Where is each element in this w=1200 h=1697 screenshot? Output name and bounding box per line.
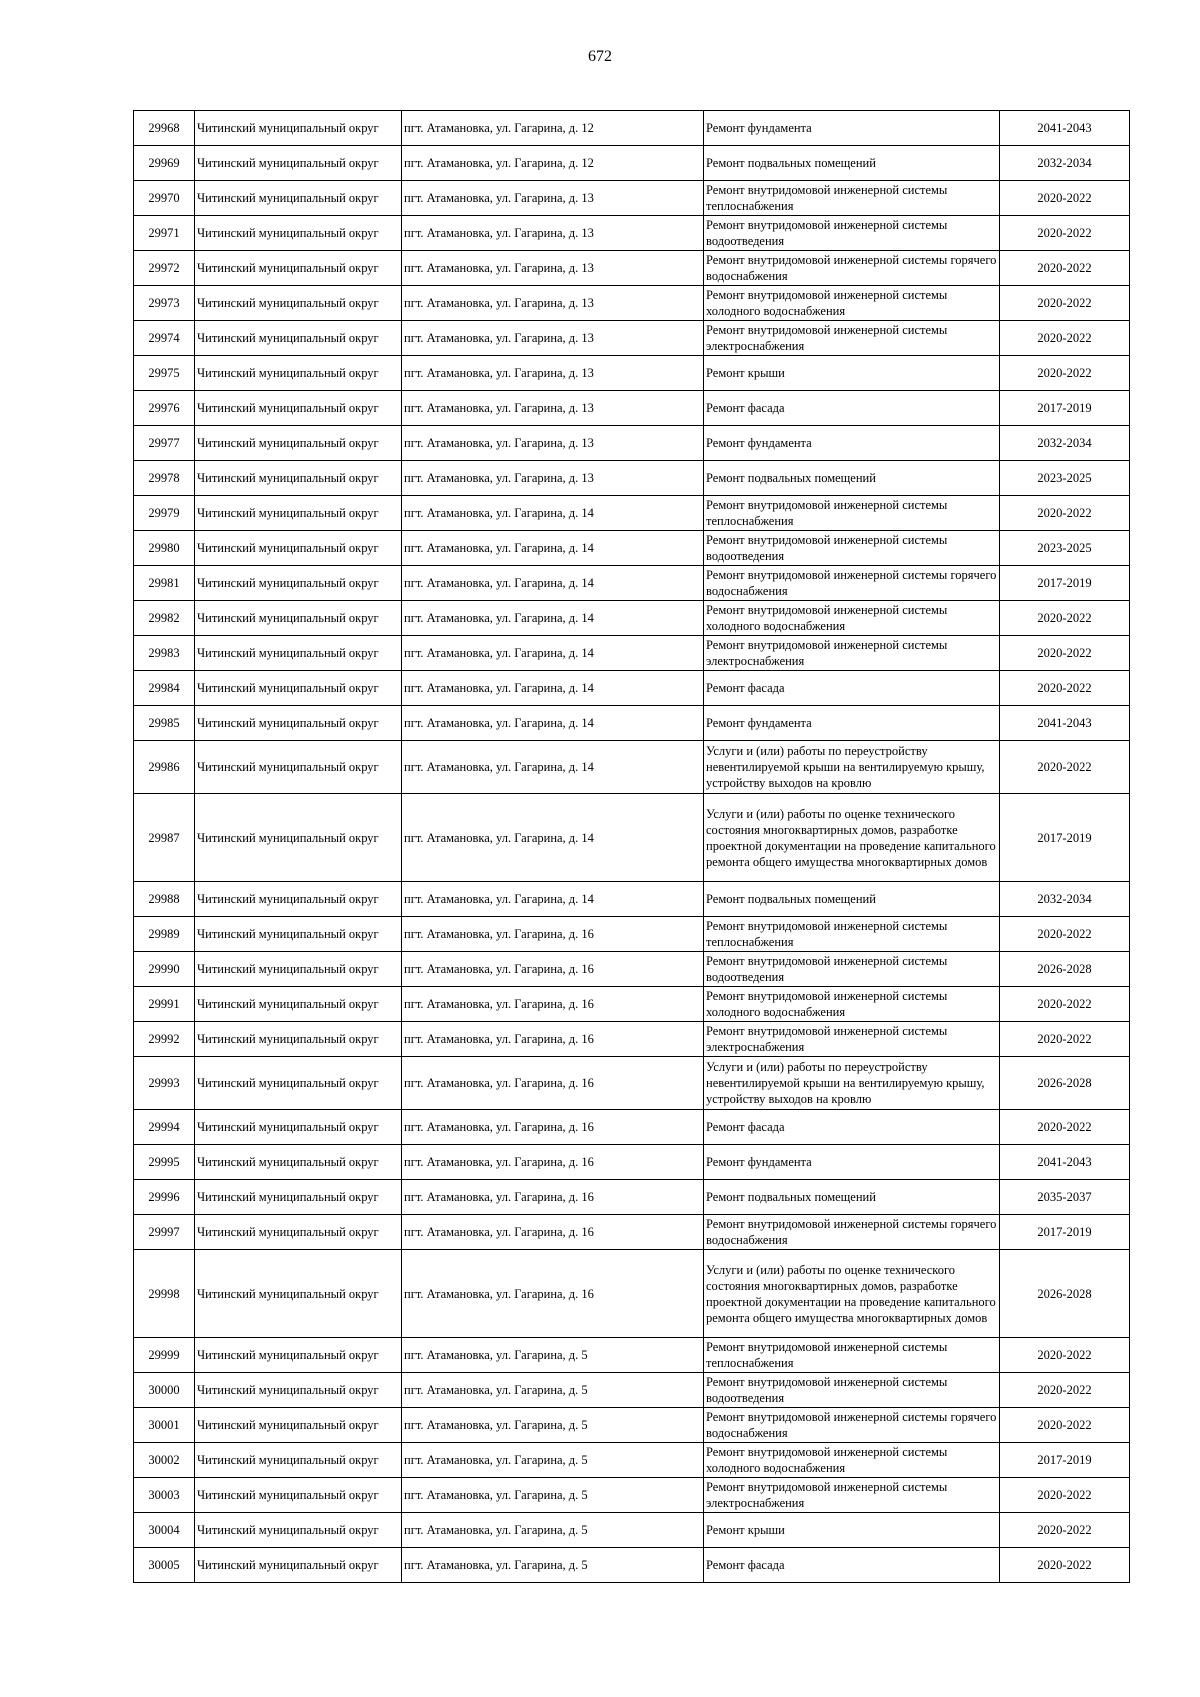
row-number-cell: 29969 — [134, 146, 195, 181]
period-cell: 2017-2019 — [1000, 794, 1130, 882]
table-row — [134, 1373, 1130, 1408]
table-row — [134, 1022, 1130, 1057]
district-cell: Читинский муниципальный округ — [195, 671, 402, 706]
table-row — [134, 426, 1130, 461]
district-cell: Читинский муниципальный округ — [195, 566, 402, 601]
row-number-cell: 29981 — [134, 566, 195, 601]
row-number-cell: 29989 — [134, 917, 195, 952]
district-cell: Читинский муниципальный округ — [195, 356, 402, 391]
period-cell: 2020-2022 — [1000, 741, 1130, 794]
row-number-cell: 29979 — [134, 496, 195, 531]
row-number-cell: 29968 — [134, 111, 195, 146]
period-cell: 2020-2022 — [1000, 1478, 1130, 1513]
work-type-cell: Ремонт фасада — [704, 1548, 1000, 1583]
work-type-cell: Ремонт фасада — [704, 1110, 1000, 1145]
period-cell: 2041-2043 — [1000, 111, 1130, 146]
address-cell: пгт. Атамановка, ул. Гагарина, д. 13 — [402, 426, 704, 461]
row-number-cell: 29974 — [134, 321, 195, 356]
row-number-cell: 29983 — [134, 636, 195, 671]
period-cell: 2020-2022 — [1000, 1373, 1130, 1408]
address-cell: пгт. Атамановка, ул. Гагарина, д. 13 — [402, 181, 704, 216]
address-cell: пгт. Атамановка, ул. Гагарина, д. 16 — [402, 1180, 704, 1215]
row-number-cell: 29973 — [134, 286, 195, 321]
table-row — [134, 601, 1130, 636]
address-cell: пгт. Атамановка, ул. Гагарина, д. 14 — [402, 794, 704, 882]
address-cell: пгт. Атамановка, ул. Гагарина, д. 5 — [402, 1338, 704, 1373]
period-cell: 2032-2034 — [1000, 882, 1130, 917]
district-cell: Читинский муниципальный округ — [195, 1478, 402, 1513]
period-cell: 2017-2019 — [1000, 391, 1130, 426]
work-type-cell: Ремонт внутридомовой инженерной системы горячего водоснабжения — [704, 566, 1000, 601]
table-row — [134, 1513, 1130, 1548]
district-cell: Читинский муниципальный округ — [195, 146, 402, 181]
address-cell: пгт. Атамановка, ул. Гагарина, д. 16 — [402, 917, 704, 952]
period-cell: 2020-2022 — [1000, 1513, 1130, 1548]
row-number-cell: 29980 — [134, 531, 195, 566]
table-row — [134, 1338, 1130, 1373]
period-cell: 2020-2022 — [1000, 671, 1130, 706]
work-type-cell: Ремонт внутридомовой инженерной системы горячего водоснабжения — [704, 1408, 1000, 1443]
work-type-cell: Ремонт крыши — [704, 356, 1000, 391]
work-type-cell: Ремонт фундамента — [704, 706, 1000, 741]
period-cell: 2032-2034 — [1000, 426, 1130, 461]
work-type-cell: Ремонт внутридомовой инженерной системы теплоснабжения — [704, 1338, 1000, 1373]
address-cell: пгт. Атамановка, ул. Гагарина, д. 14 — [402, 531, 704, 566]
period-cell: 2020-2022 — [1000, 286, 1130, 321]
work-type-cell: Ремонт фасада — [704, 671, 1000, 706]
district-cell: Читинский муниципальный округ — [195, 1250, 402, 1338]
row-number-cell: 29999 — [134, 1338, 195, 1373]
table-row — [134, 706, 1130, 741]
address-cell: пгт. Атамановка, ул. Гагарина, д. 16 — [402, 1022, 704, 1057]
work-type-cell: Ремонт фасада — [704, 391, 1000, 426]
address-cell: пгт. Атамановка, ул. Гагарина, д. 13 — [402, 251, 704, 286]
district-cell: Читинский муниципальный округ — [195, 1443, 402, 1478]
row-number-cell: 29987 — [134, 794, 195, 882]
row-number-cell: 30004 — [134, 1513, 195, 1548]
row-number-cell: 29975 — [134, 356, 195, 391]
period-cell: 2020-2022 — [1000, 917, 1130, 952]
table-row — [134, 1145, 1130, 1180]
period-cell: 2020-2022 — [1000, 1548, 1130, 1583]
table-row — [134, 987, 1130, 1022]
table-row — [134, 216, 1130, 251]
address-cell: пгт. Атамановка, ул. Гагарина, д. 12 — [402, 146, 704, 181]
address-cell: пгт. Атамановка, ул. Гагарина, д. 5 — [402, 1513, 704, 1548]
row-number-cell: 30000 — [134, 1373, 195, 1408]
row-number-cell: 30003 — [134, 1478, 195, 1513]
address-cell: пгт. Атамановка, ул. Гагарина, д. 5 — [402, 1478, 704, 1513]
row-number-cell: 29976 — [134, 391, 195, 426]
work-type-cell: Услуги и (или) работы по переустройству невентилируемой крыши на вентилируемую крышу, устройству выходов на кровлю — [704, 1057, 1000, 1110]
row-number-cell: 29990 — [134, 952, 195, 987]
work-type-cell: Ремонт внутридомовой инженерной системы электроснабжения — [704, 321, 1000, 356]
district-cell: Читинский муниципальный округ — [195, 181, 402, 216]
table-row — [134, 286, 1130, 321]
address-cell: пгт. Атамановка, ул. Гагарина, д. 14 — [402, 496, 704, 531]
work-type-cell: Ремонт внутридомовой инженерной системы электроснабжения — [704, 1022, 1000, 1057]
period-cell: 2017-2019 — [1000, 566, 1130, 601]
work-type-cell: Услуги и (или) работы по оценке технического состояния многоквартирных домов, разработке проектной документации на проведение капитального ремонта общего имущества многоквартирных домов — [704, 794, 1000, 882]
table-row — [134, 741, 1130, 794]
period-cell: 2020-2022 — [1000, 601, 1130, 636]
work-type-cell: Ремонт фундамента — [704, 1145, 1000, 1180]
row-number-cell: 29970 — [134, 181, 195, 216]
table-row — [134, 461, 1130, 496]
work-type-cell: Ремонт подвальных помещений — [704, 882, 1000, 917]
table-row — [134, 1250, 1130, 1338]
period-cell: 2020-2022 — [1000, 216, 1130, 251]
row-number-cell: 29997 — [134, 1215, 195, 1250]
district-cell: Читинский муниципальный округ — [195, 531, 402, 566]
period-cell: 2023-2025 — [1000, 461, 1130, 496]
row-number-cell: 29998 — [134, 1250, 195, 1338]
table-row — [134, 391, 1130, 426]
row-number-cell: 29982 — [134, 601, 195, 636]
period-cell: 2020-2022 — [1000, 987, 1130, 1022]
table-row — [134, 671, 1130, 706]
row-number-cell: 29978 — [134, 461, 195, 496]
table-row — [134, 146, 1130, 181]
period-cell: 2023-2025 — [1000, 531, 1130, 566]
work-type-cell: Ремонт внутридомовой инженерной системы холодного водоснабжения — [704, 1443, 1000, 1478]
address-cell: пгт. Атамановка, ул. Гагарина, д. 16 — [402, 1057, 704, 1110]
table-row — [134, 496, 1130, 531]
period-cell: 2041-2043 — [1000, 1145, 1130, 1180]
address-cell: пгт. Атамановка, ул. Гагарина, д. 5 — [402, 1548, 704, 1583]
row-number-cell: 29972 — [134, 251, 195, 286]
period-cell: 2041-2043 — [1000, 706, 1130, 741]
row-number-cell: 29995 — [134, 1145, 195, 1180]
work-type-cell: Ремонт внутридомовой инженерной системы холодного водоснабжения — [704, 601, 1000, 636]
period-cell: 2026-2028 — [1000, 1057, 1130, 1110]
work-type-cell: Услуги и (или) работы по оценке технического состояния многоквартирных домов, разработке проектной документации на проведение капитального ремонта общего имущества многоквартирных домов — [704, 1250, 1000, 1338]
district-cell: Читинский муниципальный округ — [195, 1110, 402, 1145]
district-cell: Читинский муниципальный округ — [195, 1373, 402, 1408]
work-type-cell: Ремонт внутридомовой инженерной системы электроснабжения — [704, 1478, 1000, 1513]
work-type-cell: Ремонт подвальных помещений — [704, 146, 1000, 181]
table-row — [134, 636, 1130, 671]
district-cell: Читинский муниципальный округ — [195, 1022, 402, 1057]
address-cell: пгт. Атамановка, ул. Гагарина, д. 14 — [402, 706, 704, 741]
district-cell: Читинский муниципальный округ — [195, 1338, 402, 1373]
district-cell: Читинский муниципальный округ — [195, 1513, 402, 1548]
table-row — [134, 1478, 1130, 1513]
work-type-cell: Ремонт внутридомовой инженерной системы электроснабжения — [704, 636, 1000, 671]
work-type-cell: Ремонт внутридомовой инженерной системы водоотведения — [704, 531, 1000, 566]
address-cell: пгт. Атамановка, ул. Гагарина, д. 13 — [402, 391, 704, 426]
address-cell: пгт. Атамановка, ул. Гагарина, д. 13 — [402, 286, 704, 321]
work-type-cell: Ремонт внутридомовой инженерной системы горячего водоснабжения — [704, 1215, 1000, 1250]
work-type-cell: Ремонт внутридомовой инженерной системы теплоснабжения — [704, 496, 1000, 531]
period-cell: 2020-2022 — [1000, 636, 1130, 671]
row-number-cell: 30002 — [134, 1443, 195, 1478]
district-cell: Читинский муниципальный округ — [195, 882, 402, 917]
work-type-cell: Ремонт внутридомовой инженерной системы холодного водоснабжения — [704, 286, 1000, 321]
address-cell: пгт. Атамановка, ул. Гагарина, д. 14 — [402, 566, 704, 601]
address-cell: пгт. Атамановка, ул. Гагарина, д. 12 — [402, 111, 704, 146]
row-number-cell: 29993 — [134, 1057, 195, 1110]
district-cell: Читинский муниципальный округ — [195, 794, 402, 882]
row-number-cell: 29988 — [134, 882, 195, 917]
district-cell: Читинский муниципальный округ — [195, 1548, 402, 1583]
district-cell: Читинский муниципальный округ — [195, 636, 402, 671]
district-cell: Читинский муниципальный округ — [195, 461, 402, 496]
period-cell: 2017-2019 — [1000, 1443, 1130, 1478]
district-cell: Читинский муниципальный округ — [195, 111, 402, 146]
work-type-cell: Ремонт внутридомовой инженерной системы водоотведения — [704, 216, 1000, 251]
work-type-cell: Ремонт внутридомовой инженерной системы теплоснабжения — [704, 181, 1000, 216]
period-cell: 2020-2022 — [1000, 321, 1130, 356]
address-cell: пгт. Атамановка, ул. Гагарина, д. 13 — [402, 356, 704, 391]
address-cell: пгт. Атамановка, ул. Гагарина, д. 5 — [402, 1373, 704, 1408]
table-row — [134, 531, 1130, 566]
address-cell: пгт. Атамановка, ул. Гагарина, д. 16 — [402, 1145, 704, 1180]
work-type-cell: Ремонт внутридомовой инженерной системы горячего водоснабжения — [704, 251, 1000, 286]
table-row — [134, 1057, 1130, 1110]
row-number-cell: 29994 — [134, 1110, 195, 1145]
district-cell: Читинский муниципальный округ — [195, 286, 402, 321]
period-cell: 2020-2022 — [1000, 181, 1130, 216]
district-cell: Читинский муниципальный округ — [195, 952, 402, 987]
address-cell: пгт. Атамановка, ул. Гагарина, д. 5 — [402, 1408, 704, 1443]
period-cell: 2032-2034 — [1000, 146, 1130, 181]
district-cell: Читинский муниципальный округ — [195, 706, 402, 741]
table-row — [134, 952, 1130, 987]
district-cell: Читинский муниципальный округ — [195, 917, 402, 952]
work-type-cell: Ремонт внутридомовой инженерной системы теплоснабжения — [704, 917, 1000, 952]
row-number-cell: 29977 — [134, 426, 195, 461]
district-cell: Читинский муниципальный округ — [195, 391, 402, 426]
row-number-cell: 29986 — [134, 741, 195, 794]
table-row — [134, 1408, 1130, 1443]
district-cell: Читинский муниципальный округ — [195, 321, 402, 356]
district-cell: Читинский муниципальный округ — [195, 496, 402, 531]
period-cell: 2035-2037 — [1000, 1180, 1130, 1215]
address-cell: пгт. Атамановка, ул. Гагарина, д. 16 — [402, 1215, 704, 1250]
district-cell: Читинский муниципальный округ — [195, 1180, 402, 1215]
work-type-cell: Услуги и (или) работы по переустройству невентилируемой крыши на вентилируемую крышу, устройству выходов на кровлю — [704, 741, 1000, 794]
period-cell: 2020-2022 — [1000, 251, 1130, 286]
period-cell: 2026-2028 — [1000, 1250, 1130, 1338]
address-cell: пгт. Атамановка, ул. Гагарина, д. 16 — [402, 987, 704, 1022]
address-cell: пгт. Атамановка, ул. Гагарина, д. 14 — [402, 882, 704, 917]
address-cell: пгт. Атамановка, ул. Гагарина, д. 16 — [402, 952, 704, 987]
period-cell: 2020-2022 — [1000, 1022, 1130, 1057]
row-number-cell: 30005 — [134, 1548, 195, 1583]
work-type-cell: Ремонт фундамента — [704, 111, 1000, 146]
table-row — [134, 1215, 1130, 1250]
district-cell: Читинский муниципальный округ — [195, 987, 402, 1022]
table-row — [134, 1548, 1130, 1583]
address-cell: пгт. Атамановка, ул. Гагарина, д. 14 — [402, 636, 704, 671]
table-row — [134, 917, 1130, 952]
address-cell: пгт. Атамановка, ул. Гагарина, д. 16 — [402, 1250, 704, 1338]
district-cell: Читинский муниципальный округ — [195, 251, 402, 286]
address-cell: пгт. Атамановка, ул. Гагарина, д. 14 — [402, 741, 704, 794]
table-row — [134, 882, 1130, 917]
period-cell: 2020-2022 — [1000, 1408, 1130, 1443]
work-type-cell: Ремонт внутридомовой инженерной системы водоотведения — [704, 1373, 1000, 1408]
table-row — [134, 111, 1130, 146]
address-cell: пгт. Атамановка, ул. Гагарина, д. 14 — [402, 671, 704, 706]
address-cell: пгт. Атамановка, ул. Гагарина, д. 13 — [402, 461, 704, 496]
page-number: 672 — [588, 48, 612, 65]
table-row — [134, 1110, 1130, 1145]
address-cell: пгт. Атамановка, ул. Гагарина, д. 13 — [402, 321, 704, 356]
period-cell: 2020-2022 — [1000, 1338, 1130, 1373]
period-cell: 2026-2028 — [1000, 952, 1130, 987]
table-row — [134, 566, 1130, 601]
row-number-cell: 30001 — [134, 1408, 195, 1443]
address-cell: пгт. Атамановка, ул. Гагарина, д. 14 — [402, 601, 704, 636]
work-type-cell: Ремонт внутридомовой инженерной системы холодного водоснабжения — [704, 987, 1000, 1022]
district-cell: Читинский муниципальный округ — [195, 1057, 402, 1110]
address-cell: пгт. Атамановка, ул. Гагарина, д. 16 — [402, 1110, 704, 1145]
row-number-cell: 29971 — [134, 216, 195, 251]
work-type-cell: Ремонт подвальных помещений — [704, 461, 1000, 496]
row-number-cell: 29996 — [134, 1180, 195, 1215]
district-cell: Читинский муниципальный округ — [195, 1215, 402, 1250]
table-row — [134, 321, 1130, 356]
table-row — [134, 251, 1130, 286]
work-type-cell: Ремонт внутридомовой инженерной системы водоотведения — [704, 952, 1000, 987]
table-row — [134, 1180, 1130, 1215]
district-cell: Читинский муниципальный округ — [195, 741, 402, 794]
district-cell: Читинский муниципальный округ — [195, 426, 402, 461]
address-cell: пгт. Атамановка, ул. Гагарина, д. 13 — [402, 216, 704, 251]
table-row — [134, 181, 1130, 216]
period-cell: 2017-2019 — [1000, 1215, 1130, 1250]
table-row — [134, 794, 1130, 882]
row-number-cell: 29991 — [134, 987, 195, 1022]
district-cell: Читинский муниципальный округ — [195, 216, 402, 251]
district-cell: Читинский муниципальный округ — [195, 601, 402, 636]
table-row — [134, 1443, 1130, 1478]
row-number-cell: 29992 — [134, 1022, 195, 1057]
work-type-cell: Ремонт подвальных помещений — [704, 1180, 1000, 1215]
district-cell: Читинский муниципальный округ — [195, 1408, 402, 1443]
table-row — [134, 356, 1130, 391]
period-cell: 2020-2022 — [1000, 496, 1130, 531]
table-body — [134, 111, 1130, 1583]
work-type-cell: Ремонт крыши — [704, 1513, 1000, 1548]
row-number-cell: 29984 — [134, 671, 195, 706]
period-cell: 2020-2022 — [1000, 356, 1130, 391]
address-cell: пгт. Атамановка, ул. Гагарина, д. 5 — [402, 1443, 704, 1478]
work-type-cell: Ремонт фундамента — [704, 426, 1000, 461]
repair-schedule-table — [133, 110, 1130, 1583]
district-cell: Читинский муниципальный округ — [195, 1145, 402, 1180]
period-cell: 2020-2022 — [1000, 1110, 1130, 1145]
row-number-cell: 29985 — [134, 706, 195, 741]
